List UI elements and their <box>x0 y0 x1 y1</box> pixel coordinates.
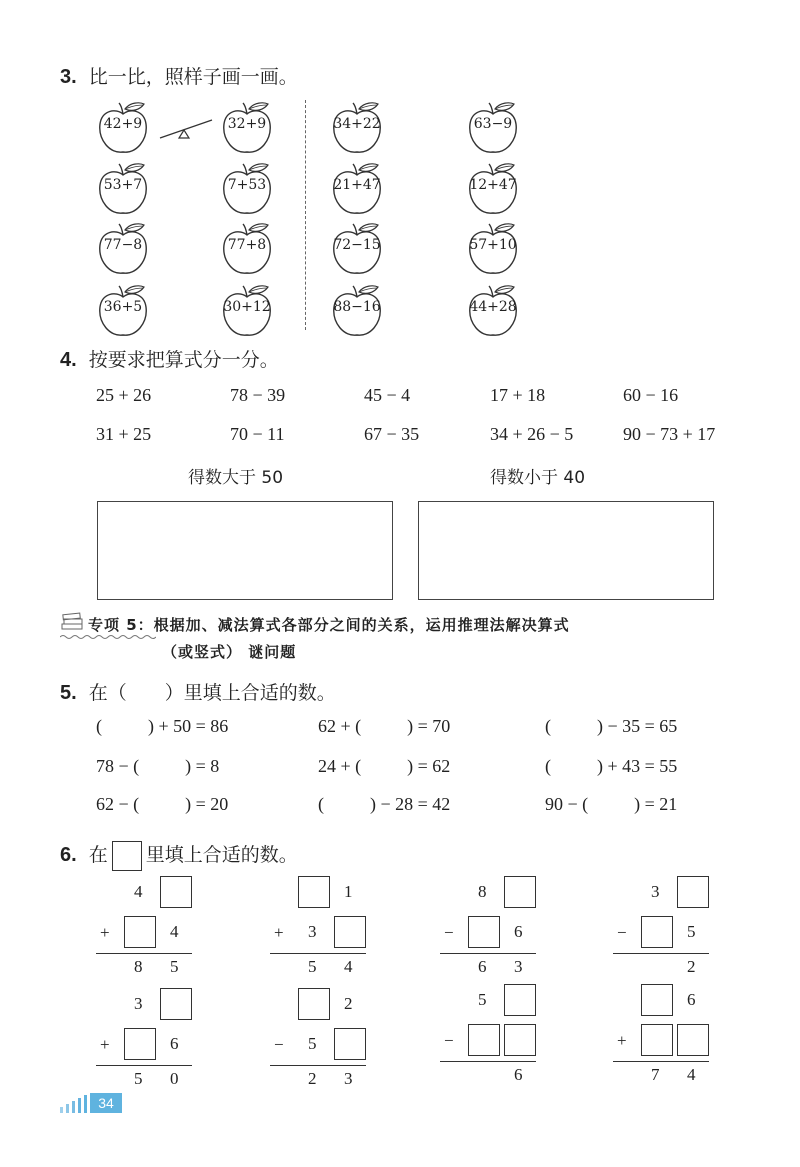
equation-right: ) = 20 <box>185 794 229 814</box>
equation-right: ) + 43 = 55 <box>597 756 678 776</box>
q3-heading <box>60 62 298 89</box>
result-digit: 3 <box>344 1069 353 1088</box>
answer-square[interactable] <box>298 876 330 908</box>
operator-sign: − <box>444 1031 454 1050</box>
addend-digit: 6 <box>170 1034 179 1053</box>
apple-item <box>466 100 524 158</box>
seesaw-icon <box>156 110 216 144</box>
apple-item <box>330 100 388 158</box>
result-digit: 8 <box>134 957 143 976</box>
sort-expression: 31 + 25 <box>96 424 152 444</box>
result-digit: 2 <box>308 1069 317 1088</box>
answer-square[interactable] <box>124 1028 156 1060</box>
equation-right: ) = 8 <box>185 756 220 776</box>
answer-square[interactable] <box>504 984 536 1016</box>
answer-square[interactable] <box>468 1024 500 1056</box>
sort-expression: 67 − 35 <box>364 424 420 444</box>
addend-digit: 5 <box>308 1034 317 1053</box>
fill-in-equation <box>545 756 677 777</box>
q6-heading <box>60 840 298 871</box>
sum-line <box>440 953 536 954</box>
q3-number: 3. <box>60 66 77 88</box>
equation-left: 62 − ( <box>96 794 140 814</box>
apple-item <box>220 221 278 279</box>
answer-square[interactable] <box>334 1028 366 1060</box>
operator-sign: + <box>100 1035 110 1054</box>
fill-in-equation <box>96 756 219 777</box>
apple-expression: 57+10 <box>469 237 517 253</box>
apple-item <box>96 161 154 219</box>
equation-right: ) = 62 <box>407 756 451 776</box>
sum-line <box>440 1061 536 1062</box>
equation-right: ) = 21 <box>634 794 678 814</box>
addend-digit: 5 <box>478 990 487 1009</box>
apple-item <box>330 161 388 219</box>
equation-left: ( <box>96 716 102 736</box>
apple-expression: 77−8 <box>103 237 143 253</box>
dashed-divider <box>305 100 306 330</box>
box-right-label: 得数小于 40 <box>490 468 586 488</box>
fill-in-equation <box>545 716 677 737</box>
addend-digit: 3 <box>134 994 143 1013</box>
apple-expression: 21+47 <box>333 177 381 193</box>
fill-in-equation <box>545 794 677 815</box>
q6-text-after: 里填上合适的数。 <box>145 844 298 866</box>
topic-line-2: （或竖式） 谜问题 <box>162 643 297 661</box>
result-digit: 5 <box>308 957 317 976</box>
answer-square[interactable] <box>504 1024 536 1056</box>
operator-sign: + <box>100 923 110 942</box>
addend-digit: 2 <box>344 994 353 1013</box>
apple-expression: 72−15 <box>333 237 381 253</box>
q4-heading <box>60 345 279 372</box>
q3-text: 比一比，照样子画一画。 <box>88 66 298 88</box>
blank-square-sample <box>112 841 142 871</box>
answer-square[interactable] <box>160 988 192 1020</box>
addend-digit: 6 <box>514 922 523 941</box>
apple-expression: 44+28 <box>469 299 517 315</box>
addend-digit: 5 <box>687 922 696 941</box>
addend-digit: 4 <box>170 922 179 941</box>
q5-heading <box>60 678 336 705</box>
result-digit: 5 <box>170 957 179 976</box>
operator-sign: − <box>617 923 627 942</box>
sort-expression: 78 − 39 <box>230 385 286 405</box>
answer-box-greater-than-50[interactable] <box>97 501 393 600</box>
answer-square[interactable] <box>298 988 330 1020</box>
equation-right: ) = 70 <box>407 716 451 736</box>
sum-line <box>96 1065 192 1066</box>
addend-digit: 4 <box>134 882 143 901</box>
sum-line <box>270 953 366 954</box>
result-digit: 6 <box>478 957 487 976</box>
result-digit: 3 <box>514 957 523 976</box>
apple-item <box>220 283 278 341</box>
sort-expression: 45 − 4 <box>364 385 411 405</box>
apple-expression: 32+9 <box>227 116 267 132</box>
operator-sign: − <box>274 1035 284 1054</box>
sort-expression: 60 − 16 <box>623 385 679 405</box>
fill-in-equation <box>318 716 450 737</box>
equation-left: 90 − ( <box>545 794 589 814</box>
apple-item <box>466 283 524 341</box>
operator-sign: + <box>617 1031 627 1050</box>
fill-in-equation <box>318 756 450 777</box>
answer-square[interactable] <box>468 916 500 948</box>
apple-item <box>96 283 154 341</box>
equation-right: ) + 50 = 86 <box>148 716 229 736</box>
apple-item <box>96 100 154 158</box>
addend-digit: 8 <box>478 882 487 901</box>
apple-item <box>466 161 524 219</box>
answer-square[interactable] <box>334 916 366 948</box>
q4-text: 按要求把算式分一分。 <box>88 349 279 371</box>
answer-square[interactable] <box>677 876 709 908</box>
result-digit: 0 <box>170 1069 179 1088</box>
q5-text: 在（ ）里填上合适的数。 <box>88 682 336 704</box>
operator-sign: − <box>444 923 454 942</box>
apple-expression: 34+22 <box>333 116 381 132</box>
page-bars-icon <box>58 1093 90 1113</box>
equation-left: ( <box>318 794 324 814</box>
answer-square[interactable] <box>504 876 536 908</box>
apple-item <box>96 221 154 279</box>
equation-left: 78 − ( <box>96 756 140 776</box>
answer-square[interactable] <box>677 1024 709 1056</box>
sum-line <box>613 953 709 954</box>
answer-square[interactable] <box>124 916 156 948</box>
apple-expression: 7+53 <box>227 177 267 193</box>
answer-square[interactable] <box>160 876 192 908</box>
apple-item <box>330 221 388 279</box>
addend-digit: 3 <box>308 922 317 941</box>
books-icon <box>60 612 86 634</box>
sum-line <box>613 1061 709 1062</box>
equation-right: ) − 35 = 65 <box>597 716 678 736</box>
result-digit: 6 <box>514 1065 523 1084</box>
apple-expression: 36+5 <box>103 299 143 315</box>
operator-sign: + <box>274 923 284 942</box>
addend-digit: 1 <box>344 882 353 901</box>
addend-digit: 6 <box>687 990 696 1009</box>
sort-expression: 70 − 11 <box>230 424 285 444</box>
result-digit: 4 <box>687 1065 696 1084</box>
equation-left: 24 + ( <box>318 756 362 776</box>
result-digit: 5 <box>134 1069 143 1088</box>
apple-expression: 63−9 <box>473 116 513 132</box>
apple-expression: 12+47 <box>469 177 517 193</box>
apple-item <box>220 100 278 158</box>
box-left-label: 得数大于 50 <box>188 468 284 488</box>
apple-expression: 30+12 <box>223 299 271 315</box>
equation-right: ) − 28 = 42 <box>370 794 451 814</box>
answer-square[interactable] <box>641 916 673 948</box>
q5-number: 5. <box>60 682 77 704</box>
result-digit: 4 <box>344 957 353 976</box>
apple-expression: 88−16 <box>333 299 381 315</box>
page-number: 34 <box>90 1093 122 1113</box>
apple-expression: 77+8 <box>227 237 267 253</box>
sort-expression: 17 + 18 <box>490 385 546 405</box>
sort-expression: 25 + 26 <box>96 385 152 405</box>
answer-square[interactable] <box>641 1024 673 1056</box>
fill-in-equation <box>96 716 228 737</box>
apple-item <box>220 161 278 219</box>
apple-item <box>330 283 388 341</box>
apple-expression: 53+7 <box>103 177 143 193</box>
apple-item <box>466 221 524 279</box>
sort-expression: 34 + 26 − 5 <box>490 424 574 444</box>
sort-expression: 90 − 73 + 17 <box>623 424 716 444</box>
result-digit: 7 <box>651 1065 660 1084</box>
q4-number: 4. <box>60 349 77 371</box>
topic-line-1: 专项 5：根据加、减法算式各部分之间的关系，运用推理法解决算式 <box>88 616 570 634</box>
answer-box-less-than-40[interactable] <box>418 501 714 600</box>
sum-line <box>270 1065 366 1066</box>
equation-left: ( <box>545 756 551 776</box>
q6-text-before: 在 <box>88 844 108 866</box>
equation-left: 62 + ( <box>318 716 362 736</box>
q6-number: 6. <box>60 844 77 866</box>
fill-in-equation <box>318 794 450 815</box>
fill-in-equation <box>96 794 228 815</box>
apple-expression: 42+9 <box>103 116 143 132</box>
addend-digit: 3 <box>651 882 660 901</box>
answer-square[interactable] <box>641 984 673 1016</box>
sum-line <box>96 953 192 954</box>
result-digit: 2 <box>687 957 696 976</box>
equation-left: ( <box>545 716 551 736</box>
